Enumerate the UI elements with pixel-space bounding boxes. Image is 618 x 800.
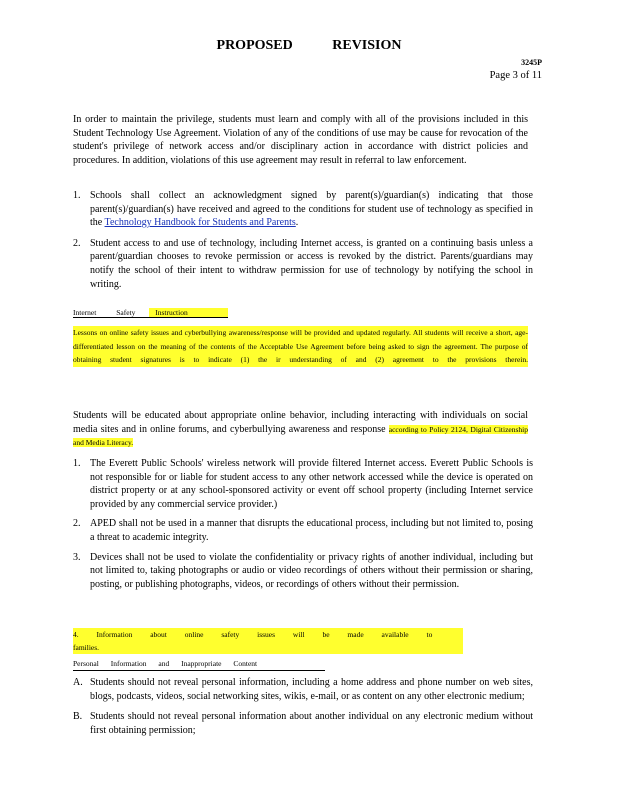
list-item-text: Schools shall collect an acknowledgment signed by parent(s)/guardian(s) indicating that those parent(s)/guardian(s) have received and agreed to the conditions for student use of technology as specified in the xyxy=(90,190,533,229)
list-item xyxy=(73,710,533,737)
list-marker: B. xyxy=(73,711,83,723)
internet-safety-heading-text: Internet Safety Instruction xyxy=(73,308,228,318)
document-title: PROPOSED REVISION xyxy=(216,38,402,53)
family-information-item: 4. Information about online safety issues will be made available to families. xyxy=(73,628,463,654)
list-item xyxy=(73,551,533,592)
policy-reference-highlight: according to Policy 2124, Digital Citizenship and Media Literacy. xyxy=(73,424,528,448)
personal-information-list xyxy=(73,676,533,737)
list-marker: 3. xyxy=(73,551,81,563)
internet-safety-text: Lessons on online safety issues and cyberbullying awareness/response will be provided and updated regularly. All students will receive a short, age-differentiated lesson on the meaning of the contents of the Acceptable Use Agreement before being asked to sign the agreement. The purpose of obtaining student signatures is to indicate (1) the ir understanding of and (2) agreement to the provisions therein. xyxy=(73,326,528,367)
list-item xyxy=(73,237,533,291)
list-marker: 2. xyxy=(73,237,81,249)
page-number: Page 3 of 11 xyxy=(489,70,542,81)
list-item xyxy=(73,457,533,511)
list-item-text: Devices shall not be used to violate the confidentiality or privacy rights of another individual, including but not limited to, taking photographs or audio or video recordings of others without their permission or sharing, posting, or publishing photographs, videos, or recordings of others without their permission. xyxy=(90,551,533,590)
education-text: Students will be educated about appropriate online behavior, including interacting with individuals on social media sites and in online forums, and cyberbullying awareness and response xyxy=(73,410,528,435)
intro-paragraph: In order to maintain the privilege, students must learn and comply with all of the provisions included in this Student Technology Use Agreement. Violation of any of the conditions of use may be cause for revocation of the student's privilege of network access and/or disciplinary action in accordance with district policies and procedures. In addition, violations of this use agreement may result in referral to law enforcement. xyxy=(73,114,528,166)
list-marker: A. xyxy=(73,677,83,688)
handbook-link[interactable]: Technology Handbook for Students and Parents xyxy=(104,217,296,229)
list-item xyxy=(73,189,533,230)
list-item xyxy=(73,676,533,703)
acknowledgment-list xyxy=(73,189,533,291)
list-item-text: Student access to and use of technology, including Internet access, is granted on a continuing basis unless a parent/guardian chooses to revoke permission or access is revoked by the district. Parents/guardians may notify the school of their intent to withdraw permission for use of technology by notifying the school in writing. xyxy=(90,237,533,290)
list-item xyxy=(73,517,533,544)
internet-safety-heading xyxy=(73,308,228,319)
list-marker: 1. xyxy=(73,458,81,469)
device-rules-list xyxy=(73,457,533,591)
personal-information-heading: Personal Information and Inappropriate Content xyxy=(73,659,325,671)
document-code: 3245P xyxy=(521,58,542,67)
education-paragraph xyxy=(73,409,528,450)
list-item-text: Students should not reveal personal information about another individual on any electronic medium without first obtaining permission; xyxy=(90,711,533,736)
list-item-text: The Everett Public Schools' wireless network will provide filtered Internet access. Everett Public Schools is not responsible for or liable for student access to any other network accessed while the device is operated on district property or at any school-sponsored activity or event off school property (including Internet service provided by any commercial service provider.) xyxy=(90,458,533,510)
list-item-text: APED shall not be used in a manner that disrupts the educational process, including but not limited to, posing a threat to academic integrity. xyxy=(90,518,533,543)
list-item-text-end: . xyxy=(295,217,299,229)
list-marker: 2. xyxy=(73,518,81,530)
list-item-text: Students should not reveal personal information, including a home address and phone number on web sites, blogs, podcasts, videos, social networking sites, wikis, e-mail, or as content on any other electronic medium; xyxy=(90,677,533,702)
list-marker: 1. xyxy=(73,190,81,201)
